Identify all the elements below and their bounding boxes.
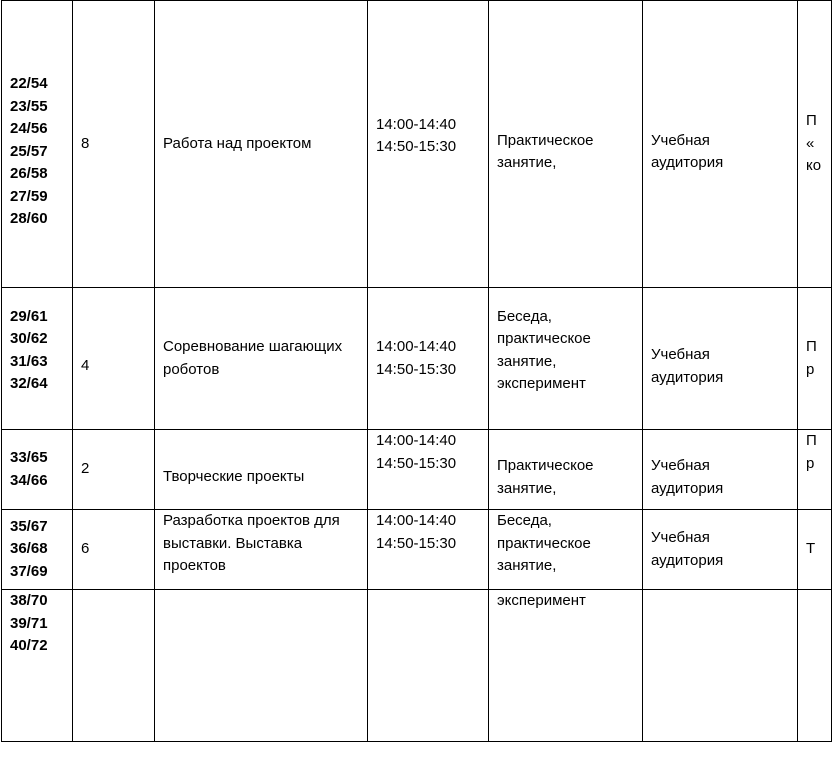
control-text: «	[806, 134, 815, 152]
table-row	[2, 430, 832, 510]
time-cell	[368, 1, 489, 288]
control-cell	[798, 288, 832, 430]
form-cell	[489, 430, 643, 510]
hours-value: 2	[81, 460, 90, 478]
control-cell	[798, 430, 832, 510]
lesson-number: 29/61	[10, 307, 48, 325]
table-row	[2, 590, 832, 742]
place-text: аудитория	[651, 368, 724, 386]
place-cell	[643, 430, 798, 510]
lesson-number: 36/68	[10, 540, 48, 558]
lesson-number: 32/64	[10, 375, 48, 392]
table-row	[2, 510, 832, 590]
lesson-number: 35/67	[10, 517, 48, 535]
control-cell	[798, 510, 832, 590]
form-text: эксперимент	[497, 375, 586, 392]
control-text: р	[806, 360, 815, 378]
schedule-table	[1, 0, 832, 742]
topic-text: проектов	[163, 557, 226, 574]
lesson-numbers-cell	[2, 288, 73, 430]
topic-text: роботов	[163, 360, 220, 378]
control-text: П	[806, 112, 817, 130]
lesson-numbers-cell	[2, 1, 73, 288]
place-text: Учебная	[651, 346, 710, 363]
place-text: аудитория	[651, 479, 724, 497]
hours-value: 6	[81, 540, 90, 558]
lesson-numbers-cell	[2, 590, 73, 742]
topic-text: Работа над проектом	[163, 134, 312, 152]
hours-cell	[73, 590, 155, 742]
control-text: П	[806, 432, 817, 449]
lesson-number: 25/57	[10, 142, 48, 160]
form-text: Практическое	[497, 457, 594, 474]
topic-cell	[155, 430, 368, 510]
hours-cell	[73, 510, 155, 590]
time-slot: 14:50-15:30	[376, 360, 457, 378]
lesson-number: 39/71	[10, 614, 48, 632]
lesson-numbers-cell	[2, 430, 73, 510]
topic-text: Соревнование шагающих	[163, 338, 343, 355]
time-slot: 14:00-14:40	[376, 115, 457, 133]
place-cell	[643, 1, 798, 288]
form-text: практическое	[497, 330, 591, 347]
topic-cell	[155, 510, 368, 590]
lesson-number: 33/65	[10, 449, 48, 466]
form-text: занятие,	[497, 352, 557, 370]
time-slot: 14:50-15:30	[376, 534, 457, 552]
hours-value: 8	[81, 134, 90, 152]
hours-cell	[73, 1, 155, 288]
time-cell	[368, 288, 489, 430]
lesson-number: 31/63	[10, 352, 48, 370]
form-cell	[489, 590, 643, 742]
lesson-numbers-cell	[2, 510, 73, 590]
time-slot: 14:00-14:40	[376, 512, 457, 529]
control-text: ко	[806, 157, 822, 175]
lesson-number: 26/58	[10, 165, 48, 183]
time-slot: 14:50-15:30	[376, 138, 457, 155]
time-cell	[368, 510, 489, 590]
table-row	[2, 1, 832, 288]
place-text: аудитория	[651, 154, 724, 171]
lesson-number: 40/72	[10, 637, 48, 654]
place-text: Учебная	[651, 529, 710, 546]
place-cell	[643, 510, 798, 590]
place-text: Учебная	[651, 457, 710, 474]
table-row	[2, 288, 832, 430]
form-text: занятие,	[497, 557, 557, 574]
form-text: Практическое	[497, 131, 594, 149]
time-slot: 14:50-15:30	[376, 454, 457, 472]
form-text: практическое	[497, 534, 591, 552]
topic-text: Творческие проекты	[163, 468, 305, 486]
lesson-number: 23/55	[10, 97, 48, 115]
control-text: Т	[806, 540, 816, 558]
hours-value: 4	[81, 357, 90, 375]
control-cell	[798, 590, 832, 742]
form-cell	[489, 1, 643, 288]
place-text: Учебная	[651, 131, 710, 149]
form-text: Беседа,	[497, 512, 552, 529]
hours-cell	[73, 430, 155, 510]
lesson-number: 24/56	[10, 120, 48, 138]
topic-cell	[155, 1, 368, 288]
time-slot: 14:00-14:40	[376, 338, 457, 355]
hours-cell	[73, 288, 155, 430]
topic-text: выставки. Выставка	[163, 534, 303, 552]
time-cell	[368, 430, 489, 510]
time-cell	[368, 590, 489, 742]
control-text: р	[806, 454, 815, 472]
form-text: занятие,	[497, 154, 557, 171]
form-text: эксперимент	[497, 592, 586, 609]
form-text: Беседа,	[497, 307, 552, 325]
time-slot: 14:00-14:40	[376, 432, 457, 449]
form-cell	[489, 288, 643, 430]
place-cell	[643, 288, 798, 430]
place-text: аудитория	[651, 551, 724, 569]
control-text: П	[806, 338, 817, 355]
control-cell	[798, 1, 832, 288]
topic-cell	[155, 288, 368, 430]
topic-cell	[155, 590, 368, 742]
lesson-number: 27/59	[10, 187, 48, 205]
lesson-number: 22/54	[10, 75, 48, 93]
lesson-number: 28/60	[10, 210, 48, 228]
lesson-number: 30/62	[10, 330, 48, 347]
topic-text: Разработка проектов для	[163, 512, 340, 529]
lesson-number: 34/66	[10, 471, 48, 489]
form-text: занятие,	[497, 479, 557, 497]
form-cell	[489, 510, 643, 590]
place-cell	[643, 590, 798, 742]
lesson-number: 37/69	[10, 562, 48, 580]
lesson-number: 38/70	[10, 592, 48, 609]
